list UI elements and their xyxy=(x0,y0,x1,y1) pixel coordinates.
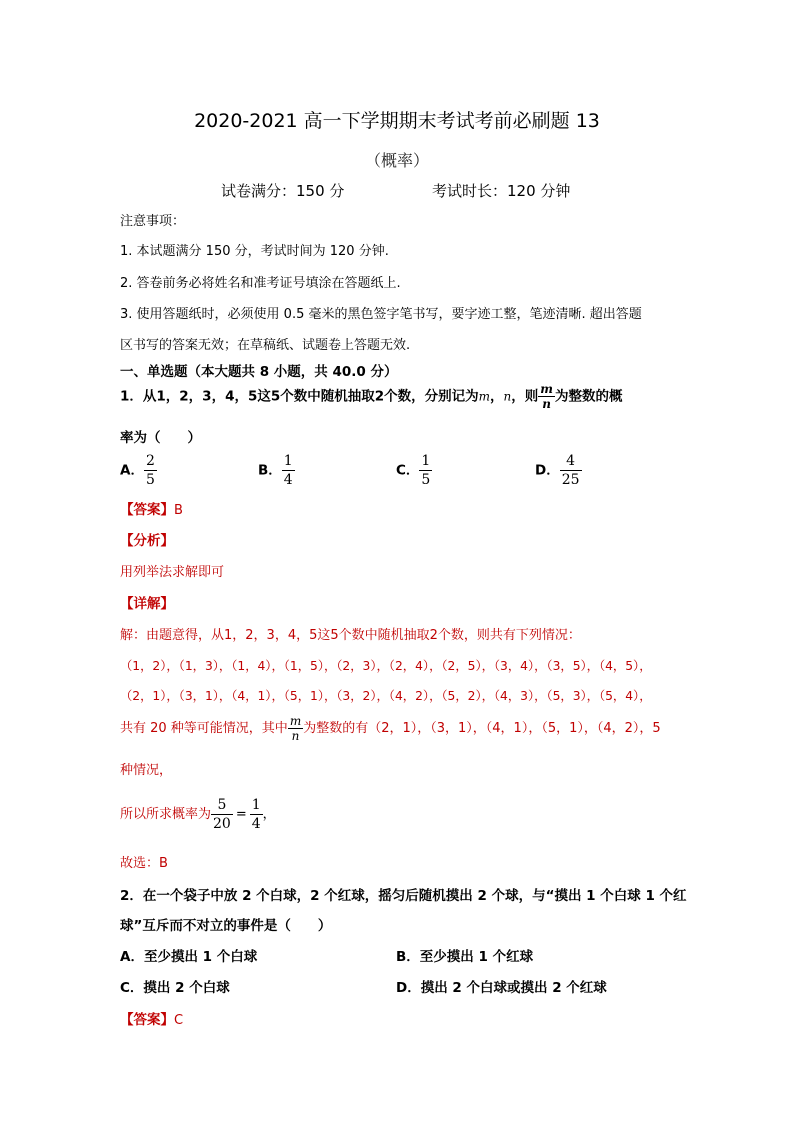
option-c[interactable]: C． $\frac{1}{5}$ xyxy=(396,453,431,488)
question-2-answer: 【答案】C xyxy=(120,1012,184,1028)
fraction-5-20: $\frac{5}{20}$ xyxy=(213,797,231,832)
var-m: m xyxy=(478,389,491,404)
page-subtitle: （概率） xyxy=(364,151,429,170)
option-d[interactable]: D．摸出 2 个白球或摸出 2 个红球 xyxy=(396,980,607,996)
exam-duration: 考试时长：120 分钟 xyxy=(432,182,571,200)
detail-count-line: 共有 20 种等可能情况，其中 $\frac{m}{n}$ 为整数的有（2，1），（3，1），（4，1），（5，1），（4，2），5 xyxy=(120,714,661,743)
detail-tag: 【详解】 xyxy=(120,596,174,612)
section-heading: 一、单选题（本大题共 8 小题，共 40.0 分） xyxy=(120,364,398,380)
full-score: 试卷满分：150 分 xyxy=(221,182,345,200)
note-item: 区书写的答案无效；在草稿纸、试题卷上答题无效. xyxy=(120,338,411,353)
fraction-m-over-n: $\frac{m}{n}$ xyxy=(540,382,553,411)
note-item: 3. 使用答题纸时，必须使用 0.5 毫米的黑色签字笔书写，要字迹工整，笔迹清晰. 超出答题 xyxy=(120,307,642,322)
question-1-stem: 1．从1，2，3，4，5这5个数中随机抽取2个数，分别记为m，n，则 $\frac{m}{n}$ 为整数的概 xyxy=(120,382,623,411)
var-n: n xyxy=(503,389,512,404)
detail-line: 解：由题意得，从1，2，3，4，5这5个数中随机抽取2个数，则共有下列情况： xyxy=(120,628,581,643)
pairs-line: （1，2），（1，3），（1，4），（1，5），（2，3），（2，4），（2，5），（3，4），（3，5），（4，5）， xyxy=(120,659,652,673)
page-title: 2020-2021 高一下学期期末考试考前必刷题 13 xyxy=(194,110,600,132)
probability-line: 所以所求概率为 $\frac{5}{20}$ = $\frac{1}{4}$ ， xyxy=(120,797,276,832)
pairs-line: （2，1），（3，1），（4，1），（5，1），（3，2），（4，2），（5，2），（4，3），（5，3），（5，4）， xyxy=(120,689,652,703)
option-c[interactable]: C．摸出 2 个白球 xyxy=(120,980,230,996)
option-b-fraction: $\frac{1}{4}$ xyxy=(283,453,293,488)
option-d[interactable]: D． $\frac{4}{25}$ xyxy=(535,453,580,488)
option-c-fraction: $\frac{1}{5}$ xyxy=(421,453,431,488)
option-d-fraction: $\frac{4}{25}$ xyxy=(561,453,580,488)
fraction-m-over-n: $\frac{m}{n}$ xyxy=(289,714,302,743)
notes-heading: 注意事项： xyxy=(120,214,186,229)
fraction-1-4: $\frac{1}{4}$ xyxy=(251,797,261,832)
analysis-tag: 【分析】 xyxy=(120,533,174,549)
note-item: 2. 答卷前务必将姓名和准考证号填涂在答题纸上. xyxy=(120,276,401,291)
question-1-stem-cont: 率为（ ） xyxy=(120,430,201,446)
option-b[interactable]: B．至少摸出 1 个红球 xyxy=(396,949,534,965)
option-a[interactable]: A．至少摸出 1 个白球 xyxy=(120,949,258,965)
detail-line: 种情况， xyxy=(120,763,173,778)
question-2-stem: 2．在一个袋子中放 2 个白球，2 个红球，摇匀后随机摸出 2 个球，与“摸出 1 个白球 1 个红 xyxy=(120,888,687,904)
option-a[interactable]: A． $\frac{2}{5}$ xyxy=(120,453,155,488)
option-a-fraction: $\frac{2}{5}$ xyxy=(145,453,155,488)
note-item: 1. 本试题满分 150 分，考试时间为 120 分钟. xyxy=(120,244,389,259)
question-1-answer: 【答案】B xyxy=(120,502,183,518)
analysis-text: 用列举法求解即可 xyxy=(120,565,225,580)
choose-line: 故选：B xyxy=(120,856,168,871)
option-b[interactable]: B． $\frac{1}{4}$ xyxy=(258,453,293,488)
question-2-stem-cont: 球”互斥而不对立的事件是（ ） xyxy=(120,918,332,934)
